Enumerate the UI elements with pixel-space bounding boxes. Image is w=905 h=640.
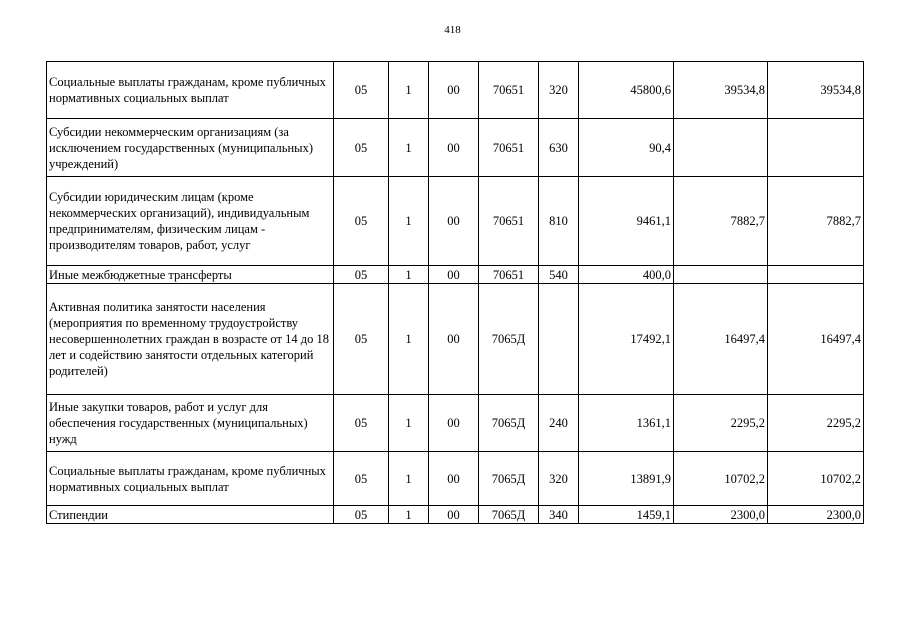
- expense-type-code: 320: [539, 62, 579, 119]
- subprogram-code: 00: [429, 506, 479, 524]
- section-code: 05: [334, 284, 389, 395]
- sum-year-1: 13891,9: [579, 452, 674, 506]
- sum-year-1: 400,0: [579, 266, 674, 284]
- expense-type-code: 320: [539, 452, 579, 506]
- budget-table: [46, 61, 864, 524]
- section-code: 05: [334, 266, 389, 284]
- row-name: Социальные выплаты гражданам, кроме публичных нормативных социальных выплат: [47, 62, 334, 119]
- sum-year-2: 39534,8: [674, 62, 768, 119]
- sum-year-3: [768, 119, 864, 177]
- program-code: 1: [389, 506, 429, 524]
- program-code: 1: [389, 395, 429, 452]
- section-code: 05: [334, 395, 389, 452]
- direction-code: 7065Д: [479, 284, 539, 395]
- sum-year-1: 1361,1: [579, 395, 674, 452]
- direction-code: 7065Д: [479, 506, 539, 524]
- sum-year-2: 10702,2: [674, 452, 768, 506]
- program-code: 1: [389, 119, 429, 177]
- table-row: [47, 119, 864, 177]
- direction-code: 70651: [479, 119, 539, 177]
- section-code: 05: [334, 506, 389, 524]
- direction-code: 70651: [479, 266, 539, 284]
- direction-code: 7065Д: [479, 452, 539, 506]
- table-row: [47, 395, 864, 452]
- program-code: 1: [389, 452, 429, 506]
- sum-year-2: 7882,7: [674, 177, 768, 266]
- program-code: 1: [389, 284, 429, 395]
- expense-type-code: 240: [539, 395, 579, 452]
- program-code: 1: [389, 62, 429, 119]
- subprogram-code: 00: [429, 62, 479, 119]
- sum-year-3: 39534,8: [768, 62, 864, 119]
- program-code: 1: [389, 177, 429, 266]
- sum-year-1: 90,4: [579, 119, 674, 177]
- row-name: Социальные выплаты гражданам, кроме публичных нормативных социальных выплат: [47, 452, 334, 506]
- row-name: Иные закупки товаров, работ и услуг для обеспечения государственных (муниципальных) нужд: [47, 395, 334, 452]
- table-row: [47, 266, 864, 284]
- table-row: [47, 452, 864, 506]
- expense-type-code: 630: [539, 119, 579, 177]
- sum-year-3: [768, 266, 864, 284]
- sum-year-3: 7882,7: [768, 177, 864, 266]
- row-name: Субсидии юридическим лицам (кроме некоммерческих организаций), индивидуальным предпринимателям, физическим лицам - производителям товаров, работ, услуг: [47, 177, 334, 266]
- sum-year-1: 1459,1: [579, 506, 674, 524]
- sum-year-3: 2295,2: [768, 395, 864, 452]
- sum-year-1: 45800,6: [579, 62, 674, 119]
- row-name: Иные межбюджетные трансферты: [47, 266, 334, 284]
- program-code: 1: [389, 266, 429, 284]
- direction-code: 70651: [479, 62, 539, 119]
- sum-year-1: 17492,1: [579, 284, 674, 395]
- sum-year-2: 2300,0: [674, 506, 768, 524]
- section-code: 05: [334, 452, 389, 506]
- row-name: Активная политика занятости населения (мероприятия по временному трудоустройству несовершеннолетних граждан в возрасте от 14 до 18 лет и содействию занятости отдельных категорий родителей): [47, 284, 334, 395]
- direction-code: 7065Д: [479, 395, 539, 452]
- sum-year-1: 9461,1: [579, 177, 674, 266]
- subprogram-code: 00: [429, 395, 479, 452]
- sum-year-3: 16497,4: [768, 284, 864, 395]
- sum-year-2: 2295,2: [674, 395, 768, 452]
- subprogram-code: 00: [429, 284, 479, 395]
- sum-year-3: 10702,2: [768, 452, 864, 506]
- sum-year-3: 2300,0: [768, 506, 864, 524]
- section-code: 05: [334, 177, 389, 266]
- subprogram-code: 00: [429, 266, 479, 284]
- table-row: [47, 506, 864, 524]
- page-number: 418: [444, 24, 461, 36]
- table-row: [47, 62, 864, 119]
- section-code: 05: [334, 119, 389, 177]
- row-name: Стипендии: [47, 506, 334, 524]
- sum-year-2: 16497,4: [674, 284, 768, 395]
- sum-year-2: [674, 266, 768, 284]
- subprogram-code: 00: [429, 452, 479, 506]
- expense-type-code: 810: [539, 177, 579, 266]
- sum-year-2: [674, 119, 768, 177]
- section-code: 05: [334, 62, 389, 119]
- table-row: [47, 177, 864, 266]
- direction-code: 70651: [479, 177, 539, 266]
- expense-type-code: 340: [539, 506, 579, 524]
- subprogram-code: 00: [429, 177, 479, 266]
- table-row: [47, 284, 864, 395]
- expense-type-code: 540: [539, 266, 579, 284]
- subprogram-code: 00: [429, 119, 479, 177]
- expense-type-code: [539, 284, 579, 395]
- row-name: Субсидии некоммерческим организациям (за исключением государственных (муниципальных) учреждений): [47, 119, 334, 177]
